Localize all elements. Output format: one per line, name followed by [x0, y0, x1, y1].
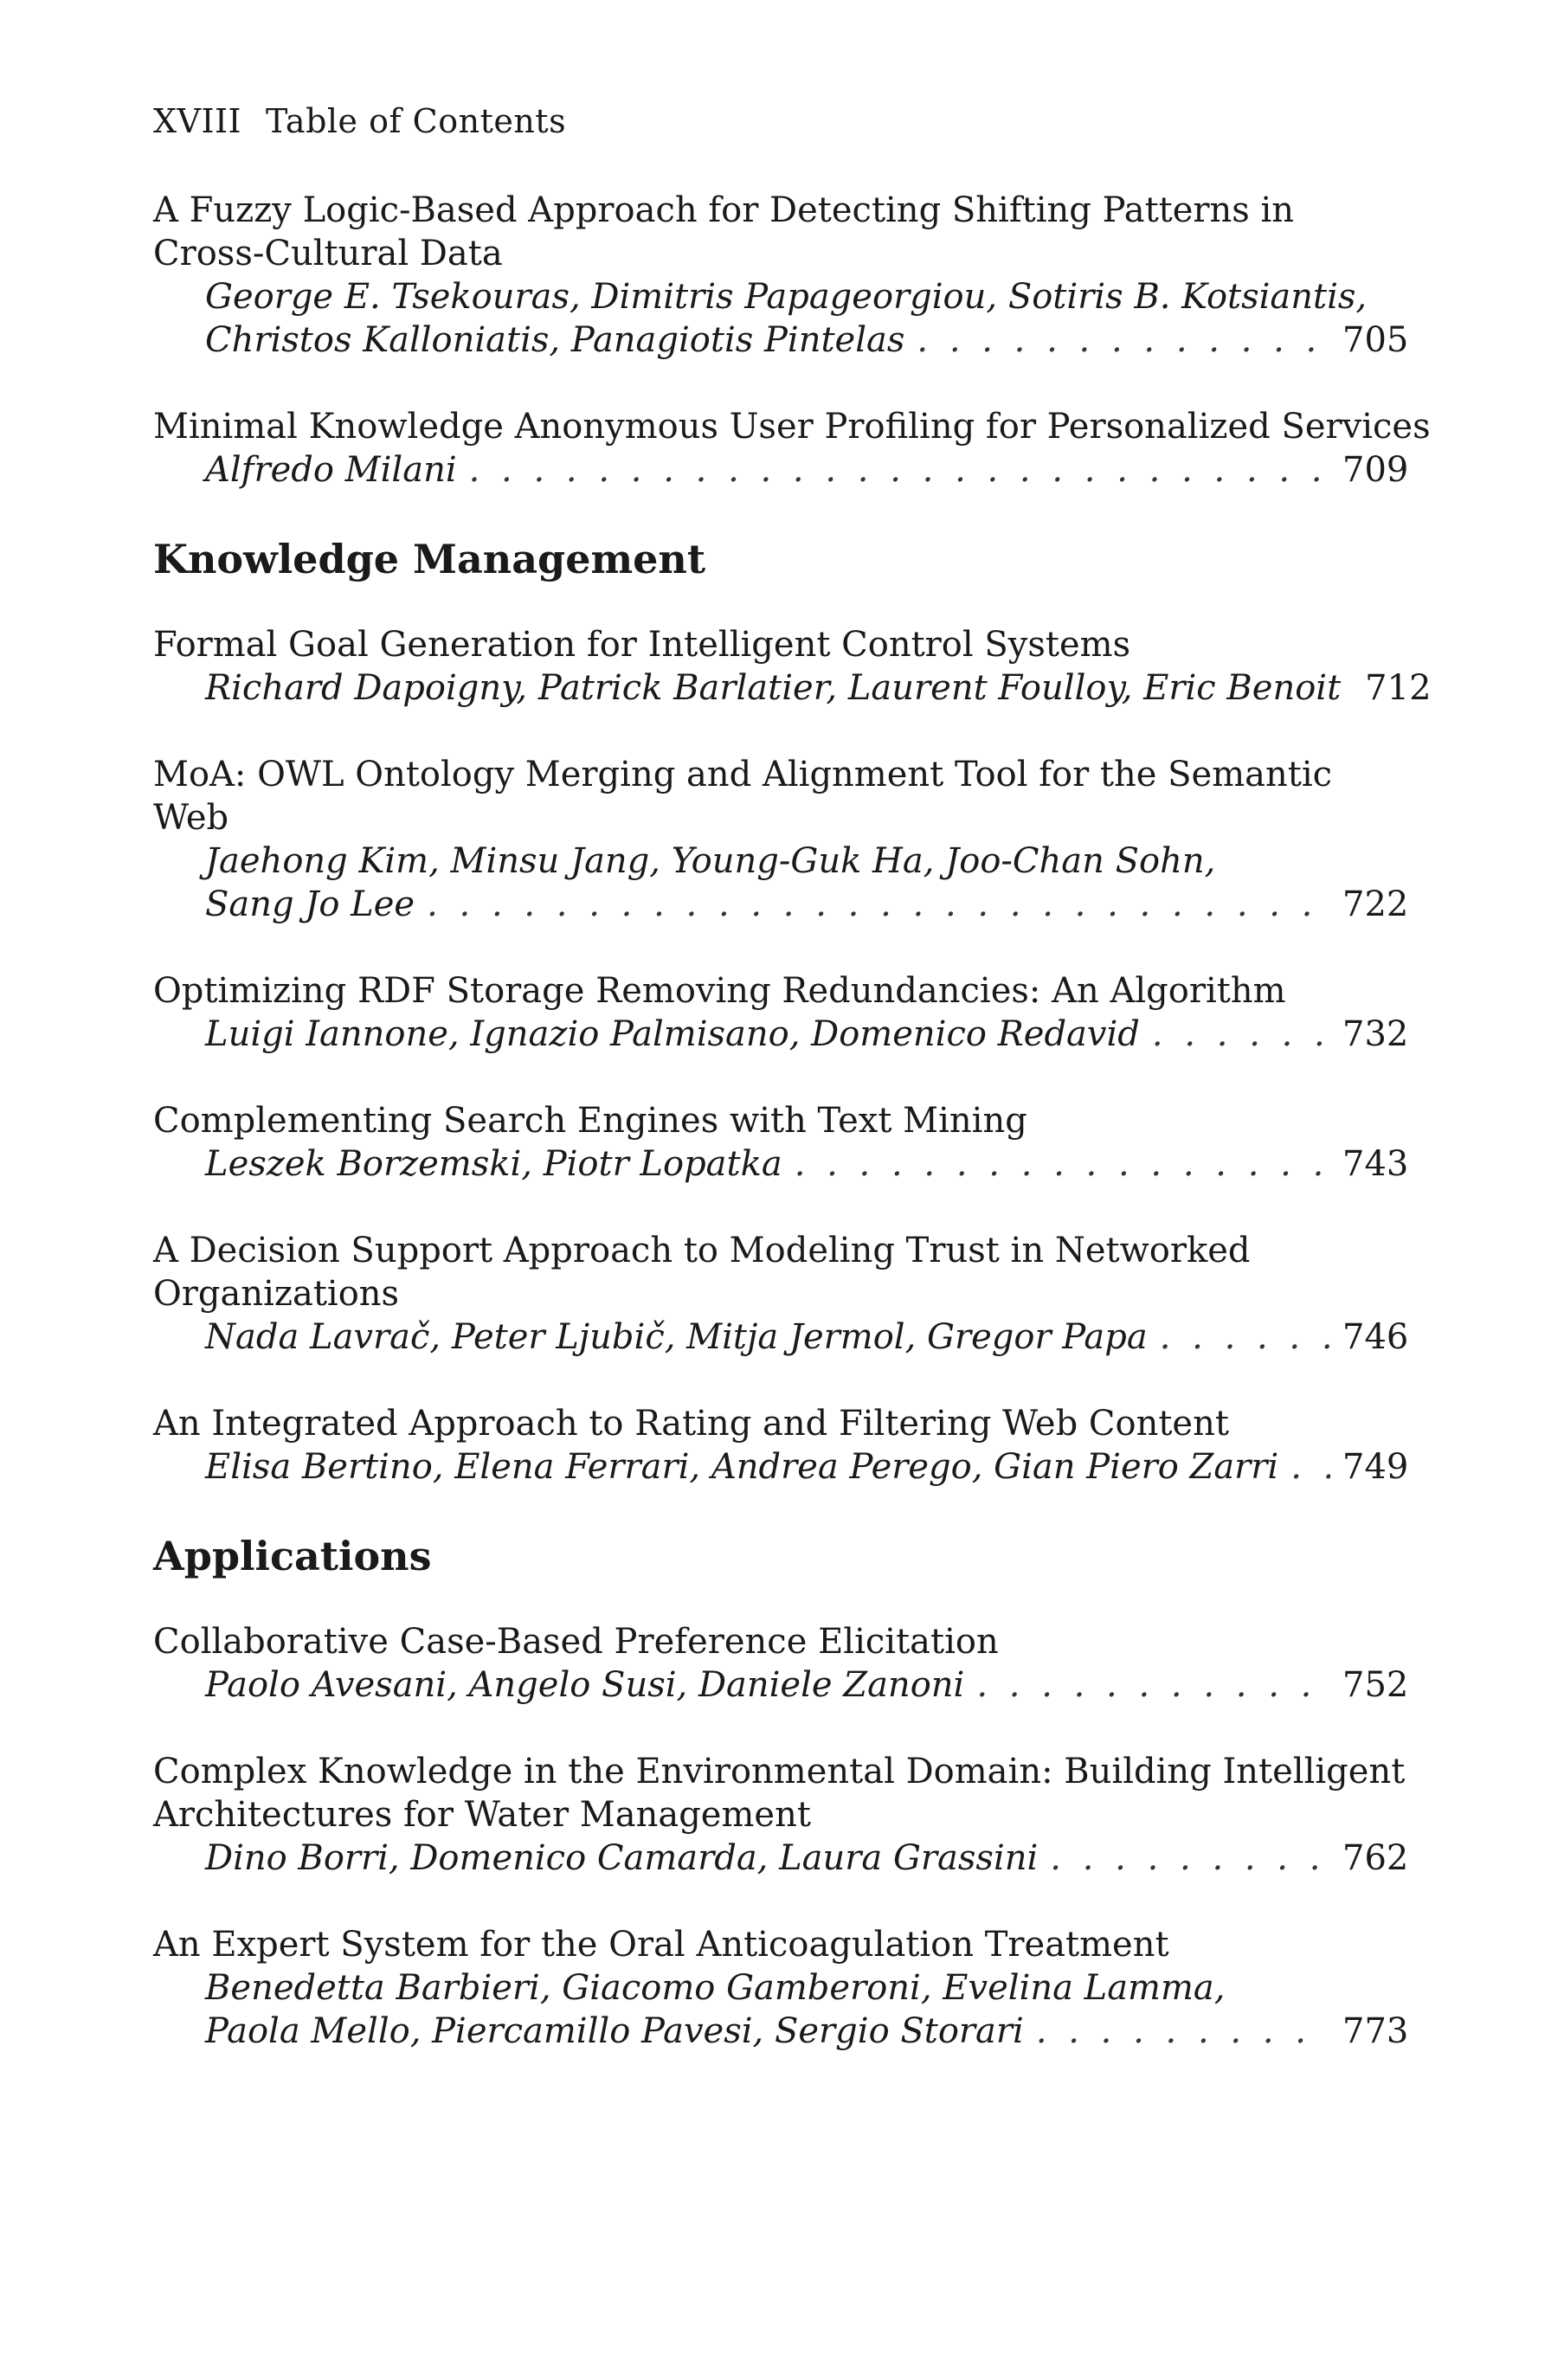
entry-authors: Leszek Borzemski, Piotr Lopatka	[205, 1144, 782, 1184]
dot-leader	[1160, 1315, 1330, 1359]
entry-authors: Dino Borri, Domenico Camarda, Laura Grassini	[205, 1838, 1039, 1878]
entry-authors-line: Jaehong Kim, Minsu Jang, Young-Guk Ha, Joo-Chan Sohn,	[205, 841, 1216, 881]
entry-page-number[interactable]: 705	[1342, 320, 1409, 360]
entry-last-line	[153, 318, 1409, 362]
entry-page-number[interactable]: 752	[1342, 1665, 1409, 1705]
entry-title-line: An Integrated Approach to Rating and Filtering Web Content	[153, 1404, 1229, 1444]
entry-title-line: A Fuzzy Logic-Based Approach for Detecting Shifting Patterns in	[153, 190, 1295, 230]
toc-entry[interactable]	[153, 189, 1409, 362]
running-head	[153, 102, 566, 140]
toc-entry[interactable]	[153, 753, 1409, 926]
dot-leader	[427, 883, 1330, 926]
entry-title-line: Architectures for Water Management	[153, 1795, 811, 1835]
running-title: Table of Contents	[266, 102, 567, 140]
entry-authors: Christos Kalloniatis, Panagiotis Pintelas	[205, 320, 905, 360]
toc-entry[interactable]	[153, 1229, 1409, 1359]
dot-leader	[469, 448, 1330, 492]
entry-page-number[interactable]: 746	[1342, 1317, 1409, 1357]
entry-last-line	[153, 666, 1432, 710]
entry-page-number[interactable]: 732	[1342, 1014, 1409, 1054]
entry-authors: Richard Dapoigny, Patrick Barlatier, Laurent Foulloy, Eric Benoit	[205, 668, 1342, 708]
toc-entry[interactable]	[153, 1620, 1409, 1707]
section-heading: Applications	[153, 1533, 432, 1579]
dot-leader	[1050, 1836, 1330, 1880]
entry-authors-line: George E. Tsekouras, Dimitris Papageorgiou, Sotiris B. Kotsiantis,	[205, 277, 1368, 317]
toc-entry[interactable]	[153, 1923, 1409, 2053]
entry-last-line	[153, 1142, 1409, 1186]
entry-last-line	[153, 1836, 1409, 1880]
dot-leader	[1152, 1013, 1330, 1056]
entry-authors: Alfredo Milani	[205, 450, 457, 490]
entry-page-number[interactable]: 762	[1342, 1838, 1409, 1878]
entry-last-line	[153, 2010, 1409, 2053]
entry-page-number[interactable]: 749	[1342, 1447, 1409, 1487]
dot-leader	[1290, 1445, 1330, 1489]
dot-leader	[1036, 2010, 1330, 2053]
dot-leader	[917, 318, 1330, 362]
entry-last-line	[153, 448, 1409, 492]
toc-content	[153, 189, 1432, 2096]
entry-authors: Sang Jo Lee	[205, 884, 415, 924]
toc-entry[interactable]	[153, 969, 1409, 1056]
entry-page-number[interactable]: 743	[1342, 1144, 1409, 1184]
entry-title-line: MoA: OWL Ontology Merging and Alignment Tool for the Semantic	[153, 755, 1333, 794]
page-number: XVIII	[153, 102, 242, 140]
entry-page-number[interactable]: 773	[1342, 2011, 1409, 2051]
entry-page-number[interactable]: 712	[1365, 668, 1432, 708]
toc-entry[interactable]	[153, 623, 1432, 710]
entry-title-line: Complementing Search Engines with Text Mining	[153, 1101, 1027, 1141]
toc-entry[interactable]	[153, 1750, 1409, 1880]
section-heading: Knowledge Management	[153, 536, 706, 582]
entry-title-line: Collaborative Case-Based Preference Elicitation	[153, 1622, 999, 1662]
entry-title-line: Optimizing RDF Storage Removing Redundancies: An Algorithm	[153, 971, 1286, 1011]
entry-title-line: An Expert System for the Oral Anticoagulation Treatment	[153, 1925, 1169, 1965]
entry-page-number[interactable]: 709	[1342, 450, 1409, 490]
entry-last-line	[153, 1315, 1409, 1359]
entry-authors: Elisa Bertino, Elena Ferrari, Andrea Perego, Gian Piero Zarri	[205, 1447, 1279, 1487]
toc-entry[interactable]	[153, 405, 1431, 492]
entry-last-line	[153, 1013, 1409, 1056]
entry-last-line	[153, 883, 1409, 926]
entry-last-line	[153, 1663, 1409, 1707]
entry-authors: Paola Mello, Piercamillo Pavesi, Sergio Storari	[205, 2011, 1024, 2051]
entry-title-line: Minimal Knowledge Anonymous User Profiling for Personalized Services	[153, 407, 1431, 447]
entry-authors: Nada Lavrač, Peter Ljubič, Mitja Jermol, Gregor Papa	[205, 1317, 1148, 1357]
entry-title-line: Cross-Cultural Data	[153, 234, 503, 273]
entry-title-line: Complex Knowledge in the Environmental Domain: Building Intelligent	[153, 1752, 1406, 1791]
entry-title-line: Formal Goal Generation for Intelligent Control Systems	[153, 625, 1131, 665]
entry-authors: Paolo Avesani, Angelo Susi, Daniele Zanoni	[205, 1665, 965, 1705]
entry-authors: Luigi Iannone, Ignazio Palmisano, Domenico Redavid	[205, 1014, 1140, 1054]
entry-title-line: Organizations	[153, 1274, 400, 1314]
toc-entry[interactable]	[153, 1402, 1409, 1489]
toc-entry[interactable]	[153, 1099, 1409, 1186]
dot-leader	[795, 1142, 1330, 1186]
entry-page-number[interactable]: 722	[1342, 884, 1409, 924]
entry-title-line: Web	[153, 798, 229, 838]
dot-leader	[976, 1663, 1330, 1707]
entry-title-line: A Decision Support Approach to Modeling Trust in Networked	[153, 1231, 1251, 1270]
entry-authors-line: Benedetta Barbieri, Giacomo Gamberoni, Evelina Lamma,	[205, 1968, 1226, 2008]
entry-last-line	[153, 1445, 1409, 1489]
